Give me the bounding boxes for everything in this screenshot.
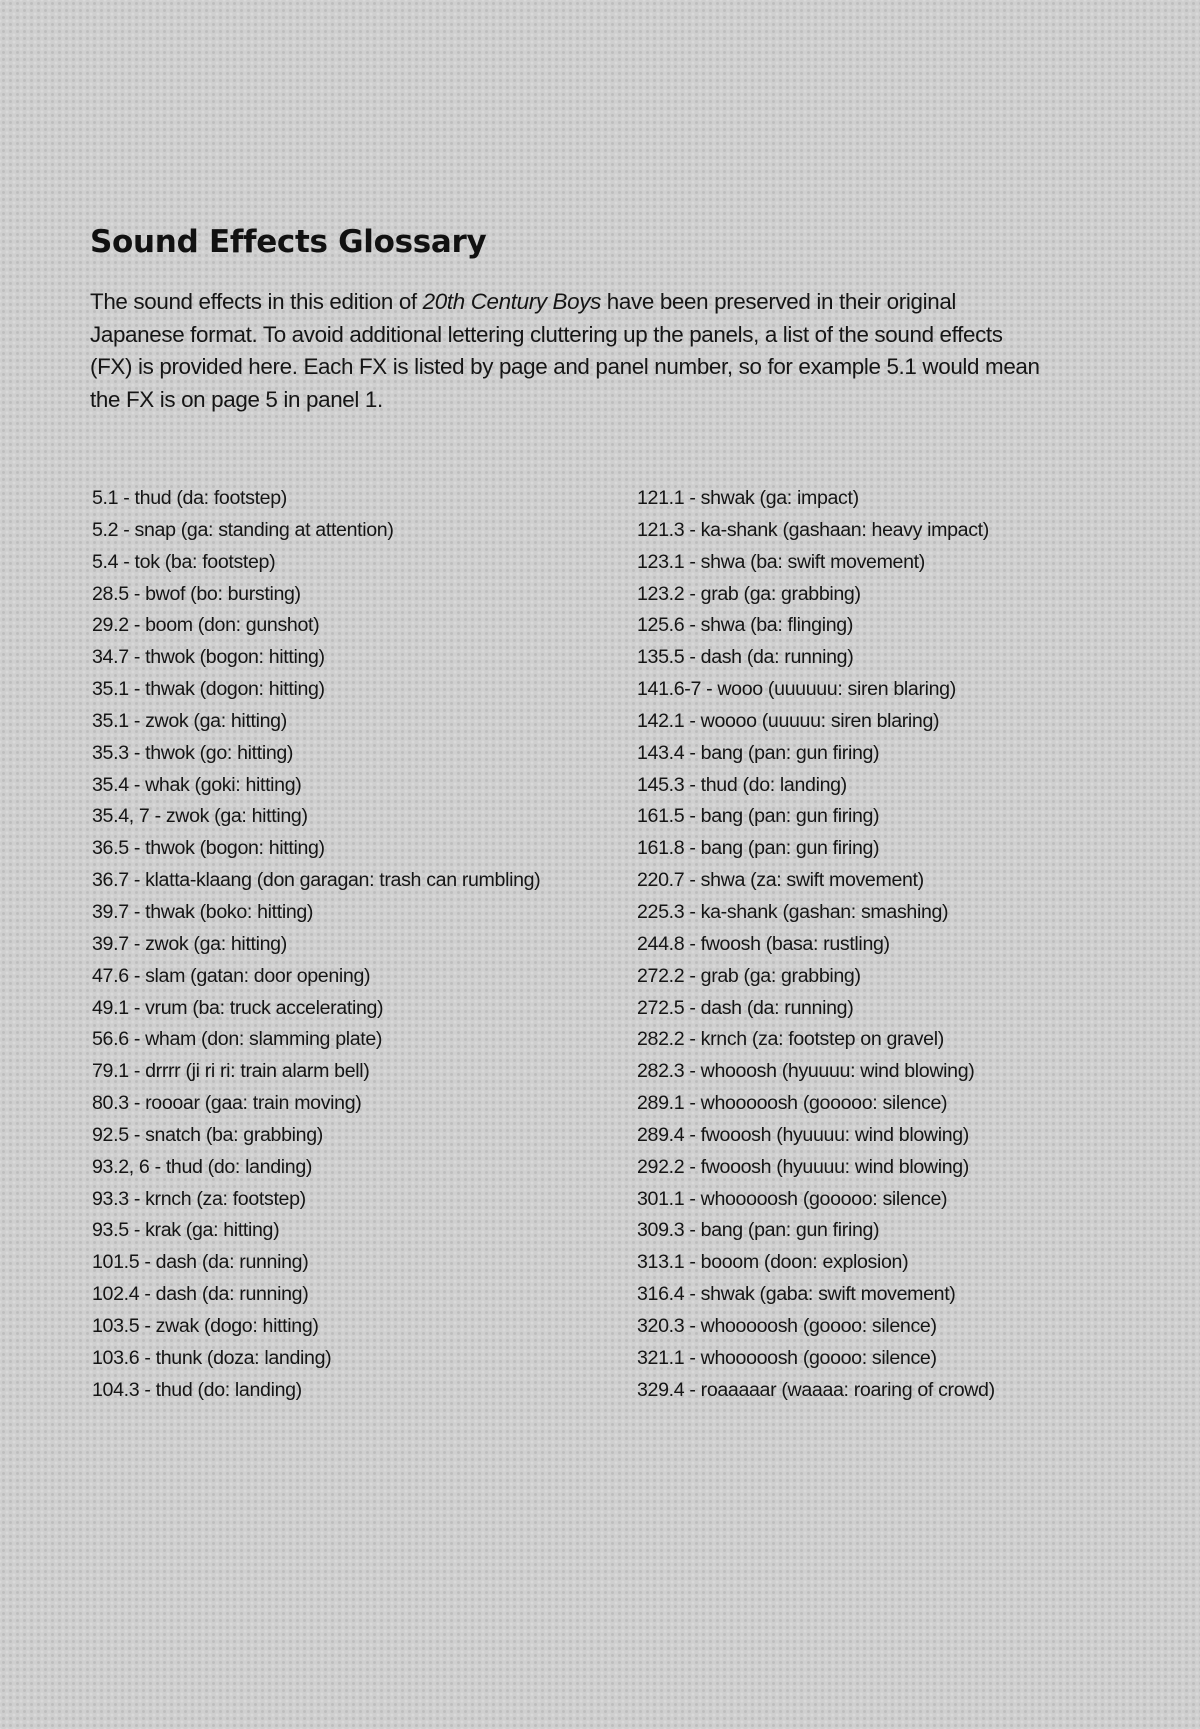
fx-entry: 34.7 - thwok (bogon: hitting) [92,646,325,669]
fx-entry: 161.5 - bang (pan: gun firing) [637,805,880,828]
fx-entry: 125.6 - shwa (ba: flinging) [637,614,854,637]
fx-entry: 36.5 - thwok (bogon: hitting) [92,837,325,860]
fx-entry: 5.1 - thud (da: footstep) [92,487,287,509]
fx-entry: 35.3 - thwok (go: hitting) [92,741,294,764]
fx-entry: 135.5 - dash (da: running) [637,646,854,669]
fx-entry: 79.1 - drrrr (ji ri ri: train alarm bell) [92,1060,370,1083]
fx-entry: 225.3 - ka-shank (gashan: smashing) [637,900,949,923]
fx-entry: 47.6 - slam (gatan: door opening) [92,964,371,987]
fx-entry: 92.5 - snatch (ba: grabbing) [92,1123,323,1146]
fx-entry: 80.3 - roooar (gaa: train moving) [92,1092,362,1115]
fx-entry: 39.7 - zwok (ga: hitting) [92,932,287,955]
fx-entry: 320.3 - whooooosh (goooo: silence) [637,1314,937,1337]
fx-list-left-column [92,483,540,1406]
fx-entry: 272.5 - dash (da: running) [637,996,854,1019]
fx-entry: 121.1 - shwak (ga: impact) [637,487,859,509]
fx-entry: 56.6 - wham (don: slamming plate) [92,1028,383,1051]
fx-entry: 272.2 - grab (ga: grabbing) [637,964,861,987]
fx-entry: 29.2 - boom (don: gunshot) [92,614,320,637]
fx-entry: 49.1 - vrum (ba: truck accelerating) [92,996,384,1019]
fx-entry: 141.6-7 - wooo (uuuuuu: siren blaring) [637,678,956,701]
fx-entry: 36.7 - klatta-klaang (don garagan: trash can rumbling) [92,869,541,892]
fx-entry: 321.1 - whooooosh (goooo: silence) [637,1346,937,1369]
fx-entry: 102.4 - dash (da: running) [92,1283,309,1306]
fx-entry: 93.5 - krak (ga: hitting) [92,1219,280,1242]
fx-entry: 161.8 - bang (pan: gun firing) [637,837,880,860]
fx-entry: 282.2 - krnch (za: footstep on gravel) [637,1028,944,1051]
fx-entry: 313.1 - booom (doon: explosion) [637,1251,909,1274]
fx-entry: 316.4 - shwak (gaba: swift movement) [637,1283,956,1306]
page-title: Sound Effects Glossary [90,224,487,260]
fx-entry: 142.1 - woooo (uuuuu: siren blaring) [637,709,940,732]
fx-entry: 35.4 - whak (goki: hitting) [92,773,302,796]
fx-entry: 282.3 - whooosh (hyuuuu: wind blowing) [637,1060,975,1083]
fx-entry: 289.4 - fwooosh (hyuuuu: wind blowing) [637,1123,969,1146]
fx-entry: 145.3 - thud (do: landing) [637,773,847,796]
fx-entry: 104.3 - thud (do: landing) [92,1378,302,1401]
fx-entry: 39.7 - thwak (boko: hitting) [92,900,314,923]
fx-entry: 123.1 - shwa (ba: swift movement) [637,550,925,573]
fx-entry: 93.3 - krnch (za: footstep) [92,1187,306,1210]
fx-entry: 123.2 - grab (ga: grabbing) [637,582,861,605]
fx-entry: 35.1 - thwak (dogon: hitting) [92,678,325,701]
fx-entry: 244.8 - fwoosh (basa: rustling) [637,932,890,955]
fx-entry: 301.1 - whooooosh (gooooo: silence) [637,1187,948,1210]
fx-list-right-column [637,483,995,1406]
intro-text-part1: The sound effects in this edition of [90,289,423,314]
fx-entry: 292.2 - fwooosh (hyuuuu: wind blowing) [637,1155,969,1178]
intro-work-title: 20th Century Boys [422,289,601,314]
fx-entry: 329.4 - roaaaaar (waaaa: roaring of crowd) [637,1378,995,1401]
fx-entry: 309.3 - bang (pan: gun firing) [637,1219,880,1242]
fx-entry: 220.7 - shwa (za: swift movement) [637,869,924,892]
fx-entry: 103.5 - zwak (dogo: hitting) [92,1314,319,1337]
fx-entry: 5.4 - tok (ba: footstep) [92,550,276,573]
intro-paragraph [90,286,1050,416]
fx-entry: 5.2 - snap (ga: standing at attention) [92,518,394,541]
fx-entry: 143.4 - bang (pan: gun firing) [637,741,880,764]
fx-entry: 101.5 - dash (da: running) [92,1251,309,1274]
fx-entry: 35.4, 7 - zwok (ga: hitting) [92,805,308,828]
fx-entry: 121.3 - ka-shank (gashaan: heavy impact) [637,518,989,541]
fx-entry: 289.1 - whooooosh (gooooo: silence) [637,1092,948,1115]
fx-entry: 103.6 - thunk (doza: landing) [92,1346,332,1369]
fx-entry: 93.2, 6 - thud (do: landing) [92,1155,313,1178]
intro-text-part2: have been preserved in their original Japanese format. To avoid additional lettering cluttering up the panels, a list of the sound effects (FX) is provided here. Each FX is listed by page and panel number, so for example 5.1 would mean the FX is on page 5 in panel 1. [90,289,1040,412]
fx-entry: 35.1 - zwok (ga: hitting) [92,709,287,732]
fx-entry: 28.5 - bwof (bo: bursting) [92,582,301,605]
